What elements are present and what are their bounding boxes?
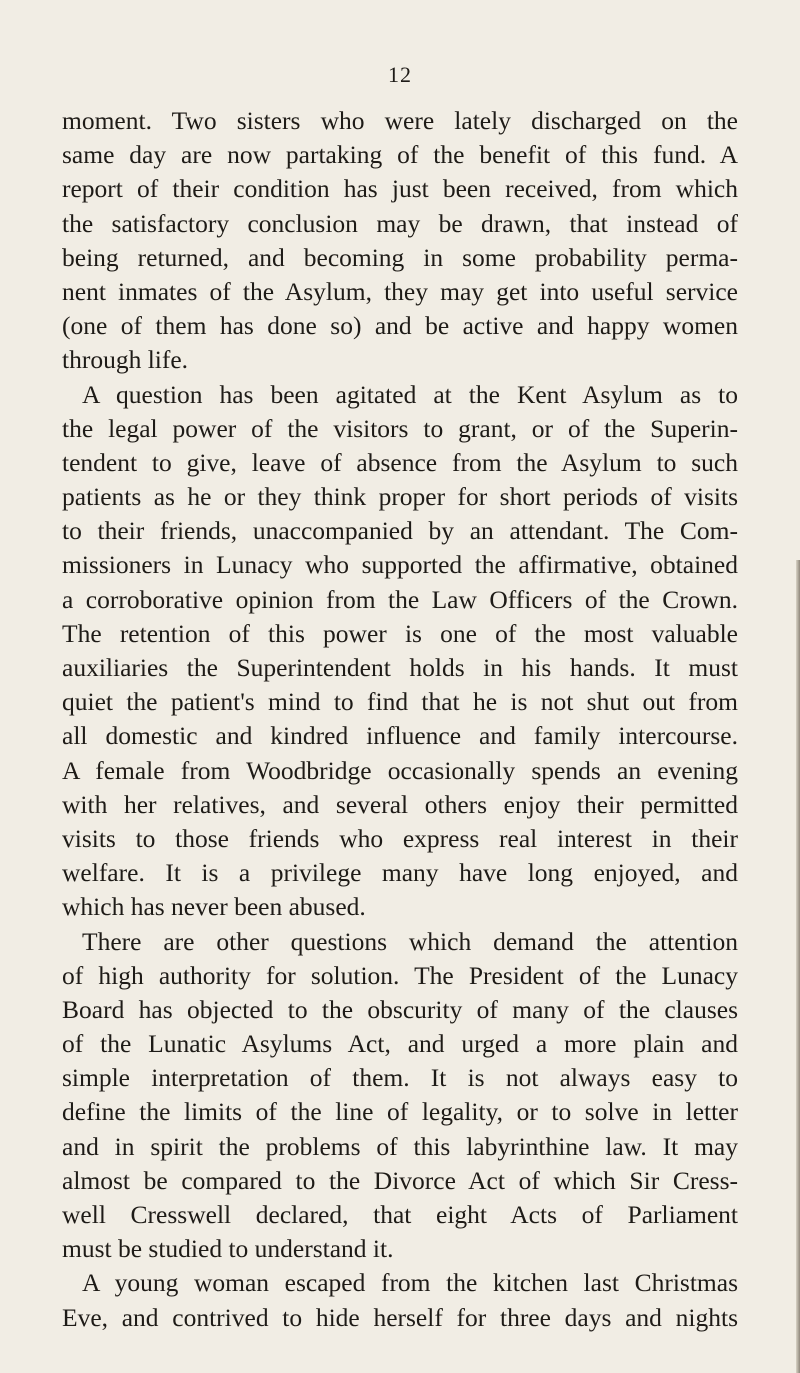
text-line: simple interpretation of them. It is not always easy to [62, 1063, 738, 1093]
text-line: moment. Two sisters who were lately discharged on the [62, 106, 738, 135]
text-line: The retention of this power is one of the most valuable [62, 618, 738, 648]
text-line: a corroborative opinion from the Law Officers of the Crown. [62, 584, 738, 614]
text-line: Eve, and contrived to hide herself for three days and nights [62, 1302, 738, 1332]
text-line: A question has been agitated at the Kent Asylum as to [82, 379, 738, 409]
text-line: tendent to give, leave of absence from the Asylum to such [62, 447, 738, 477]
text-line: missioners in Lunacy who supported the affirmative, obtained [62, 550, 738, 580]
text-line: of the Lunatic Asylums Act, and urged a more plain and [62, 1029, 738, 1059]
text-line: A female from Woodbridge occasionally spends an evening [62, 755, 738, 785]
text-line: same day are now partaking of the benefit of this fund. A [62, 140, 738, 170]
text-line: must be studied to understand it. [62, 1234, 394, 1264]
text-line: which has never been abused. [62, 892, 366, 922]
page-number: 12 [388, 62, 412, 87]
text-line: auxiliaries the Superintendent holds in his hands. It must [62, 653, 738, 682]
text-line: patients as he or they think proper for short periods of visits [62, 482, 738, 512]
text-line: with her relatives, and several others enjoy their permitted [62, 789, 738, 819]
text-line: all domestic and kindred influence and family intercourse. [62, 721, 738, 751]
text-line: and in spirit the problems of this labyrinthine law. It may [62, 1131, 738, 1161]
text-line: of high authority for solution. The President of the Lunacy [62, 960, 738, 990]
text-line: nent inmates of the Asylum, they may get into useful service [62, 276, 738, 306]
text-line: well Cresswell declared, that eight Acts of Parliament [62, 1200, 738, 1229]
text-line: the legal power of the visitors to grant, or of the Superin- [62, 413, 738, 443]
text-line: There are other questions which demand the attention [82, 926, 738, 956]
paragraph [62, 378, 738, 925]
text-line: (one of them has done so) and be active and happy women [62, 311, 738, 341]
text-line: Board has objected to the obscurity of many of the clauses [62, 994, 738, 1024]
paragraph [62, 925, 738, 1267]
text-line: report of their condition has just been received, from which [62, 174, 738, 204]
paragraph [62, 104, 738, 378]
page-edge-shadow [796, 560, 800, 1373]
text-line: define the limits of the line of legality, or to solve in letter [62, 1097, 738, 1127]
paragraph [62, 1266, 738, 1334]
body-text [62, 104, 738, 1335]
text-line: almost be compared to the Divorce Act of which Sir Cress- [62, 1165, 738, 1195]
text-line: welfare. It is a privilege many have long enjoyed, and [62, 858, 738, 888]
text-line: quiet the patient's mind to find that he is not shut out from [62, 687, 738, 717]
text-line: A young woman escaped from the kitchen last Christmas [82, 1268, 738, 1298]
text-line: being returned, and becoming in some probability perma- [62, 242, 738, 272]
text-line: to their friends, unaccompanied by an attendant. The Com- [62, 516, 738, 546]
text-line: through life. [62, 345, 189, 375]
text-line: the satisfactory conclusion may be drawn, that instead of [62, 208, 738, 238]
text-line: visits to those friends who express real interest in their [62, 823, 738, 853]
